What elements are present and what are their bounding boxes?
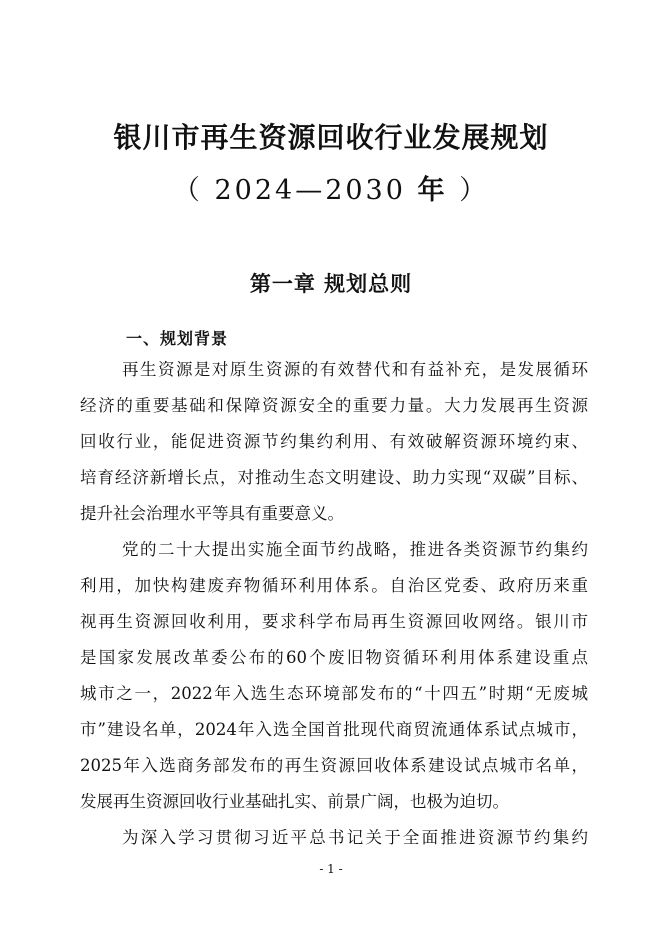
paragraph-line: 提升社会治理水平等具有重要意义。 bbox=[80, 504, 344, 523]
document-title: 银川市再生资源回收行业发展规划 bbox=[113, 121, 549, 154]
paragraph-line: 再生资源是对原生资源的有效替代和有益补充，是发展循环 bbox=[122, 360, 588, 379]
page-number: - 1 - bbox=[319, 862, 343, 876]
paragraph-line: 2025年入选商务部发布的再生资源回收体系建设试点城市名单， bbox=[80, 756, 588, 775]
document-subtitle-years bbox=[0, 168, 662, 207]
years-range: （ 2024—2030 bbox=[172, 175, 418, 206]
paragraph-line: 利用，加快构建废弃物循环利用体系。自治区党委、政府历来重 bbox=[80, 576, 588, 595]
section-heading: 一、规划背景 bbox=[126, 329, 229, 348]
paragraph-line: 党的二十大提出实施全面节约战略，推进各类资源节约集约 bbox=[122, 540, 588, 559]
paragraph-line: 发展再生资源回收行业基础扎实、前景广阔，也极为迫切。 bbox=[80, 792, 509, 811]
paragraph-line: 为深入学习贯彻习近平总书记关于全面推进资源节约集约 bbox=[122, 828, 588, 847]
paragraph-line: 经济的重要基础和保障资源安全的重要力量。大力发展再生资源 bbox=[80, 396, 588, 415]
years-nian: 年 bbox=[417, 175, 448, 206]
paragraph-line: 是国家发展改革委公布的60个废旧物资循环利用体系建设重点 bbox=[80, 648, 588, 667]
paragraph-line: 培育经济新增长点，对推动生态文明建设、助力实现“双碳”目标、 bbox=[80, 468, 588, 487]
paragraph-line: 回收行业，能促进资源节约集约利用、有效破解资源环境约束、 bbox=[80, 432, 588, 451]
paragraph-line: 视再生资源回收利用，要求科学布局再生资源回收网络。银川市 bbox=[80, 612, 588, 631]
paragraph-line: 城市之一，2022年入选生态环境部发布的“十四五”时期“无废城 bbox=[80, 684, 588, 703]
chapter-title: 第一章 规划总则 bbox=[249, 271, 413, 296]
years-close: ） bbox=[447, 175, 490, 206]
paragraph-line: 市”建设名单，2024年入选全国首批现代商贸流通体系试点城市， bbox=[80, 720, 588, 739]
